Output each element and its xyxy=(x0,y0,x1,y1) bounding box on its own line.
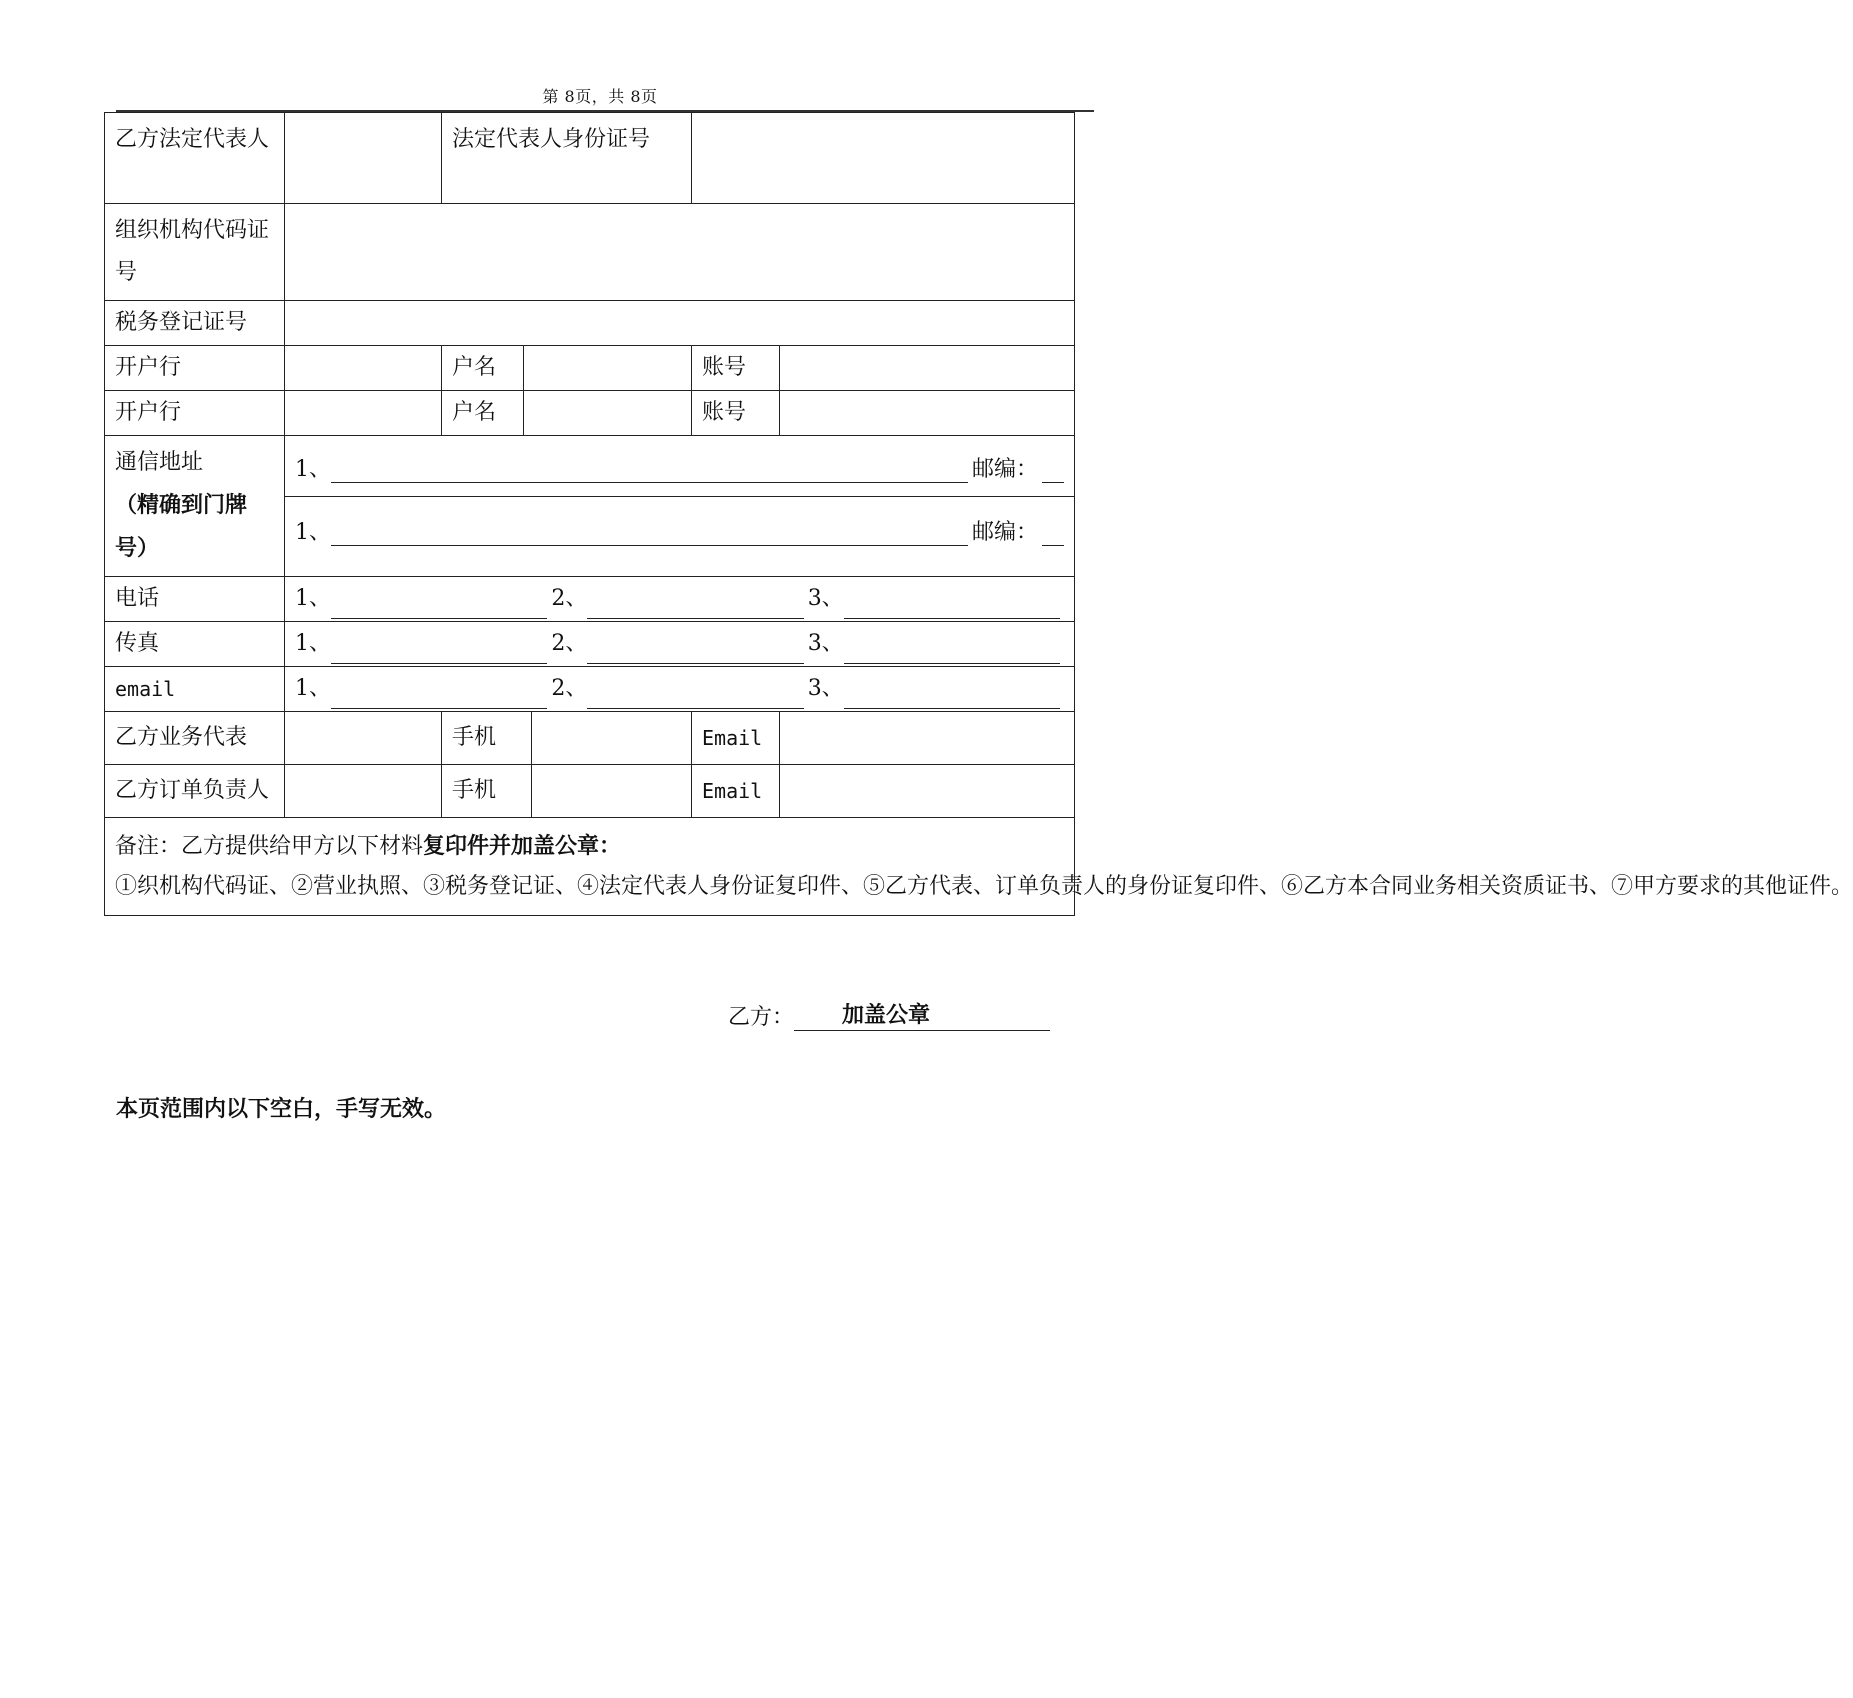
legal-rep-input[interactable] xyxy=(285,113,442,204)
page-number-header: 第 8页，共 8页 xyxy=(542,87,658,106)
phone-underline[interactable] xyxy=(587,592,803,619)
account-name-input[interactable] xyxy=(524,391,692,436)
email-col-label: Email xyxy=(692,765,780,818)
account-number-input[interactable] xyxy=(780,346,1075,391)
phone-label: 电话 xyxy=(105,577,285,622)
email-col-label: Email xyxy=(692,712,780,765)
phone-lines[interactable]: 1、 2、 3、 xyxy=(285,577,1075,622)
biz-rep-label: 乙方业务代表 xyxy=(105,712,285,765)
email-underline[interactable] xyxy=(331,682,547,709)
fax-lines[interactable]: 1、 2、 3、 xyxy=(285,622,1075,667)
phone-underline[interactable] xyxy=(844,592,1060,619)
address-underline[interactable] xyxy=(331,456,968,483)
fax-underline[interactable] xyxy=(844,637,1060,664)
order-owner-label: 乙方订单负责人 xyxy=(105,765,285,818)
biz-rep-input[interactable] xyxy=(285,712,442,765)
party-b-signature xyxy=(728,1000,1050,1031)
address-label-cell xyxy=(105,436,285,577)
legal-rep-id-input[interactable] xyxy=(692,113,1075,204)
email-lines[interactable]: 1、 2、 3、 xyxy=(285,667,1075,712)
notes-items: ①织机构代码证、②营业执照、③税务登记证、④法定代表人身份证复印件、⑤乙方代表、订单负责人的身份证复印件、⑥乙方本合同业务相关资质证书、⑦甲方要求的其他证件。 xyxy=(115,874,1853,899)
bank-input[interactable] xyxy=(285,346,442,391)
fax-label: 传真 xyxy=(105,622,285,667)
notes-bold: 复印件并加盖公章： xyxy=(423,833,622,859)
account-number-input[interactable] xyxy=(780,391,1075,436)
postcode-underline[interactable] xyxy=(1042,456,1064,483)
account-name-label: 户名 xyxy=(442,391,524,436)
mobile-label: 手机 xyxy=(442,765,532,818)
address-note: （精确到门牌号） xyxy=(115,492,248,561)
postcode-label: 邮编： xyxy=(972,519,1039,545)
account-number-label: 账号 xyxy=(692,391,780,436)
fax-underline[interactable] xyxy=(587,637,803,664)
bank-label: 开户行 xyxy=(105,391,285,436)
email-underline[interactable] xyxy=(844,682,1060,709)
email-input[interactable] xyxy=(780,765,1075,818)
notes-prefix: 备注：乙方提供给甲方以下材料 xyxy=(115,834,424,859)
address-underline[interactable] xyxy=(331,519,968,546)
org-code-input[interactable] xyxy=(285,204,1075,301)
seal-line[interactable]: 加盖公章 xyxy=(794,1000,1050,1031)
account-name-label: 户名 xyxy=(442,346,524,391)
notes-cell xyxy=(105,818,1853,916)
account-name-input[interactable] xyxy=(524,346,692,391)
tax-reg-input[interactable] xyxy=(285,301,1075,346)
address-line-1[interactable]: 1、 邮编： xyxy=(285,444,1074,496)
fax-underline[interactable] xyxy=(331,637,547,664)
order-owner-input[interactable] xyxy=(285,765,442,818)
tax-reg-label: 税务登记证号 xyxy=(105,301,285,346)
mobile-input[interactable] xyxy=(532,712,692,765)
address-label: 通信地址 xyxy=(115,450,204,475)
bank-label: 开户行 xyxy=(105,346,285,391)
mobile-input[interactable] xyxy=(532,765,692,818)
party-b-info-table xyxy=(104,112,1853,916)
blank-notice: 本页范围内以下空白，手写无效。 xyxy=(116,1096,447,1122)
email-label: email xyxy=(105,667,285,712)
account-number-label: 账号 xyxy=(692,346,780,391)
party-b-label: 乙方： xyxy=(728,1005,795,1030)
email-input[interactable] xyxy=(780,712,1075,765)
org-code-label: 组织机构代码证号 xyxy=(105,204,285,301)
phone-underline[interactable] xyxy=(331,592,547,619)
postcode-underline[interactable] xyxy=(1042,519,1064,546)
email-underline[interactable] xyxy=(587,682,803,709)
legal-rep-id-label: 法定代表人身份证号 xyxy=(442,113,692,204)
bank-input[interactable] xyxy=(285,391,442,436)
address-lines-cell xyxy=(285,436,1075,577)
mobile-label: 手机 xyxy=(442,712,532,765)
postcode-label: 邮编： xyxy=(972,456,1039,482)
legal-rep-label: 乙方法定代表人 xyxy=(105,113,285,204)
address-line-2[interactable]: 1、 邮编： xyxy=(285,496,1074,569)
